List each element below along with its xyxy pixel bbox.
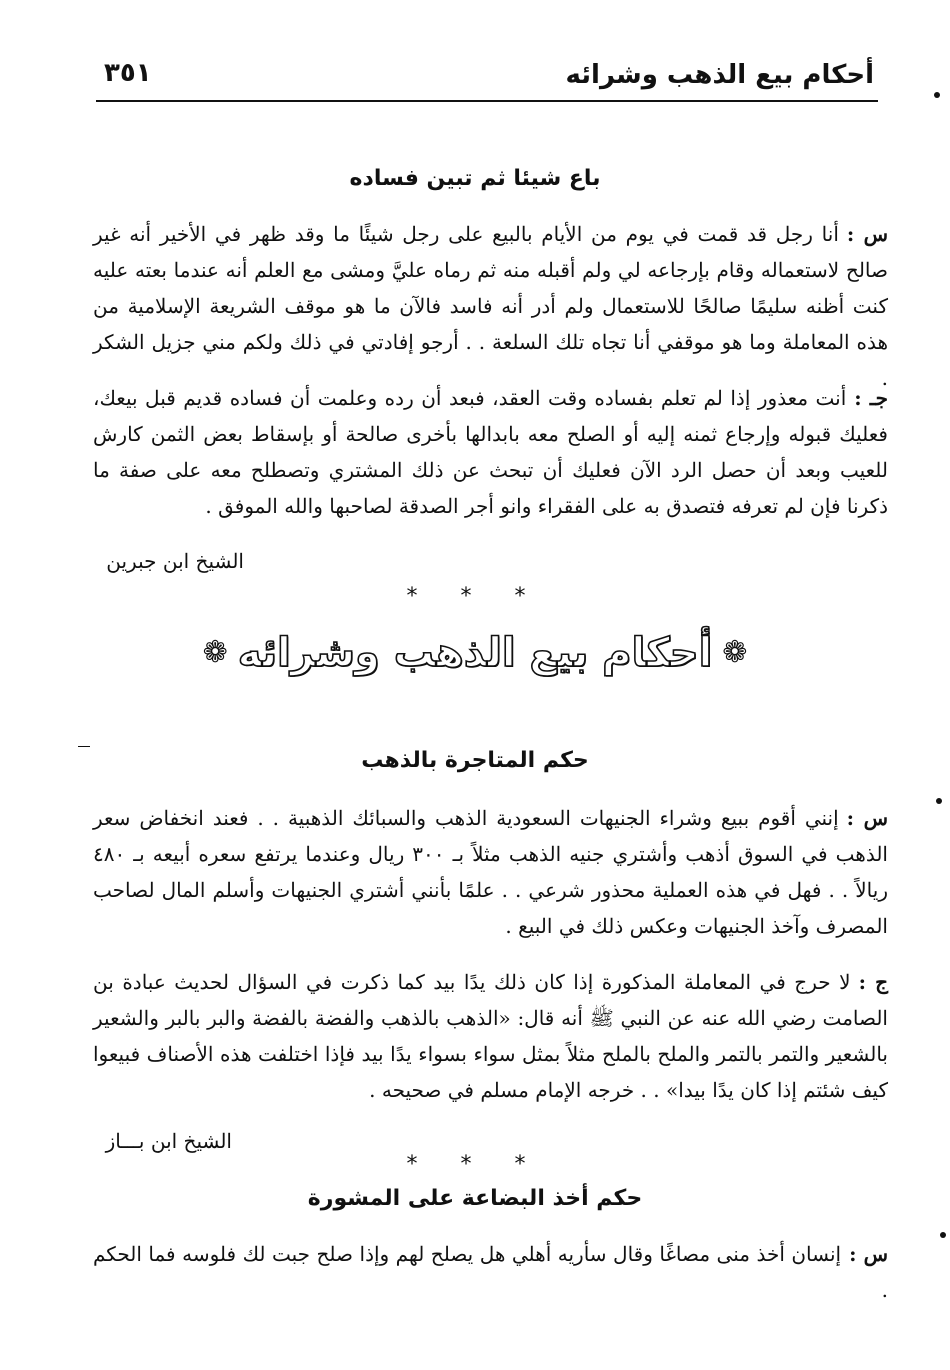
answer-paragraph-1 (93, 380, 888, 524)
answer-label: ج : (858, 970, 888, 994)
margin-dot (940, 1232, 946, 1238)
chapter-banner (0, 630, 950, 676)
margin-dot (936, 798, 942, 804)
separator-stars: * * * (406, 1152, 544, 1177)
question-paragraph-2 (93, 800, 888, 944)
running-header-title: أحكام بيع الذهب وشرائه (565, 60, 874, 90)
header-rule (96, 100, 878, 102)
answer-text: لا حرج في المعاملة المذكورة إذا كان ذلك يدًا بيد كما ذكرت في السؤال لحديث عبادة بن الصامت رضي الله عنه عن النبي ﷺ أنه قال: «الذهب بالذهب والفضة بالفضة والبر بالبر والشعير بالشعير والتمر بالتمر والملح بالملح مثلاً بمثل سواء بسواء يدًا بيد فإذا اختلفت هذه الأصناف فبيعوا كيف شئتم إذا كان يدًا بيدا» . . خرجه الإمام مسلم في صحيحه . (93, 970, 888, 1102)
question-label: س : (849, 1242, 888, 1266)
question-text: إنني أقوم ببيع وشراء الجنيهات السعودية الذهب والسبائك الذهبية . . فعند انخفاض سعر الذهب في السوق أذهب وأشتري جنيه الذهب مثلاً بـ ٣٠٠ ريال وعندما يرتفع سعره أبيعه بـ ٤٨٠ ريالاً . . فهل في هذه العملية محذور شرعي . . علمًا بأنني أشتري الجنيهات وأسلم المال لصاحب المصرف وآخذ الجنيهات وعكس ذلك في البيع . (93, 806, 888, 938)
section-title-gold-trading: حكم المتاجرة بالذهب (361, 748, 589, 773)
margin-tick (78, 746, 90, 747)
signature-ibn-baz: الشيخ ابن بـــاز (105, 1129, 232, 1153)
answer-text: أنت معذور إذا لم تعلم بفساده وقت العقد، فبعد أن رده وعلمت أن فساده قديم قبل بيعك، فعليك قبوله وإرجاع ثمنه إليه أو الصلح معه بابدالها بأخرى صالحة أو بإسقاط بعض الثمن كارش للعيب وبعد أن حصل الرد الآن فعليك أن تبحث عن ذلك المشتري وتصطلح معه على صفة ما ذكرنا فإن لم تعرفه فتصدق به على الفقراء وانو أجر الصدقة لصاحبها والله الموفق . (93, 386, 888, 518)
ornament-icon: ❁ (202, 635, 228, 670)
section-title-defective-sale: باع شيئا ثم تبين فساده (349, 166, 601, 191)
question-label: س : (846, 806, 888, 830)
question-label: س : (846, 222, 889, 246)
answer-label: جـ : (854, 386, 888, 410)
chapter-banner-title: أحكام بيع الذهب وشرائه (237, 630, 713, 676)
question-paragraph-1 (93, 216, 888, 396)
question-paragraph-3 (93, 1236, 888, 1308)
section-title-goods-on-approval: حكم أخذ البضاعة على المشورة (307, 1186, 643, 1211)
page-number: ٣٥١ (104, 58, 152, 88)
ornament-icon: ❁ (722, 635, 748, 670)
signature-ibn-jibreen: الشيخ ابن جبرين (106, 549, 244, 573)
question-text: أنا رجل قد قمت في يوم من الأيام بالبيع على رجل شيئًا ما وقد ظهر في الأخير أنه غير صالح لاستعماله وقام بإرجاعه لي ولم أقبله منه ثم رماه عليَّ ومشى مع العلم أنه عندما بعته عليه كنت أظنه سليمًا صالحًا للاستعمال ولم أدر أنه فاسد فالآن ما هو موقف الشريعة الإسلامية من هذه المعاملة وما هو موقفي أنا تجاه تلك السلعة . . أرجو إفادتي في ذلك ولكم مني جزيل الشكر . (93, 222, 888, 390)
margin-dot (934, 92, 940, 98)
question-text: إنسان أخذ منى مصاغًا وقال سأريه أهلي هل يصلح لهم وإذا صلح جبت لك فلوسه فما الحكم . (93, 1242, 888, 1302)
answer-paragraph-2 (93, 964, 888, 1108)
separator-stars: * * * (406, 584, 544, 609)
